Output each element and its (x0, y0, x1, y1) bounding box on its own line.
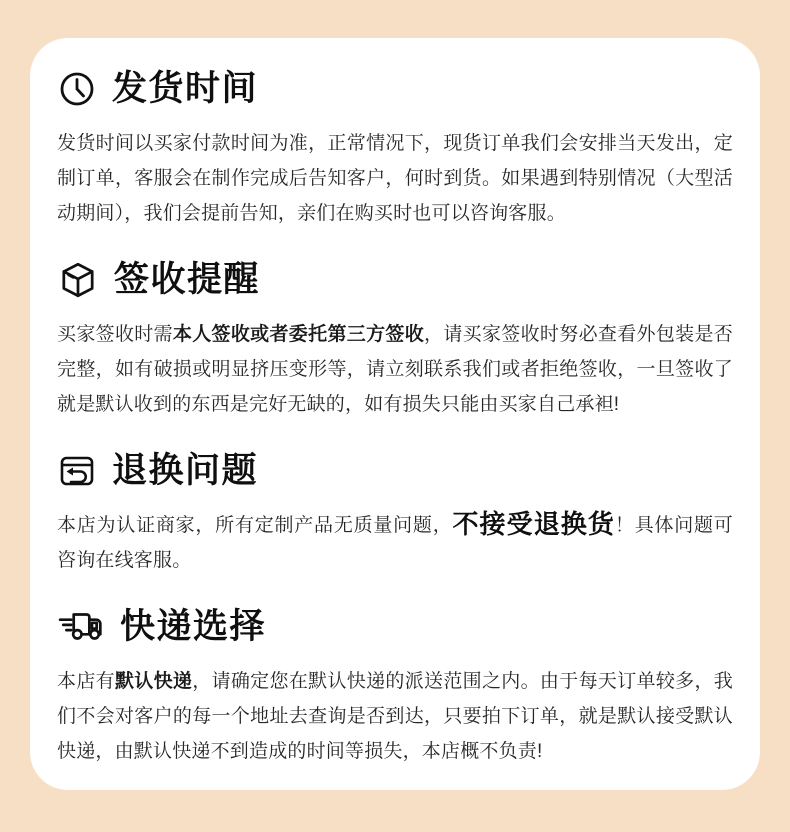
info-card (30, 38, 760, 790)
section-sign-reminder (57, 257, 733, 422)
section-title: 快递选择 (120, 607, 267, 646)
body-text: 本店为认证商家，所有定制产品无质量问题， (57, 515, 453, 536)
section-header (57, 604, 733, 650)
section-returns (57, 448, 733, 578)
return-icon (57, 451, 97, 491)
section-shipping-time (57, 66, 733, 231)
section-body (57, 508, 733, 578)
section-courier (57, 604, 733, 769)
section-title: 退换问题 (112, 451, 259, 490)
section-header (57, 66, 733, 112)
section-body (57, 664, 733, 769)
body-text: 发货时间以买家付款时间为准，正常情况下，现货订单我们会安排当天发出，定制订单，客服会在制作完成后告知客户，何时到货。如果遇到特别情况（大型活动期间），我们会提前告知，亲们在购买时也可以咨询客服。 (57, 133, 733, 224)
body-text-emphasis: 不接受退换货 (452, 509, 615, 539)
body-text-bold: 本人签收或者委托第三方签收 (172, 324, 425, 345)
body-text: ，请确定您在默认快递的派送范围之内。由于每天订单较多，我们不会对客户的每一个地址去查询是否到达，只要拍下订单，就是默认接受默认快递，由默认快递不到造成的时间等损失，本店概不负责! (57, 671, 733, 762)
truck-icon (57, 606, 105, 648)
body-text-bold: 默认快递 (114, 671, 193, 692)
section-header (57, 257, 733, 303)
section-title: 发货时间 (112, 69, 259, 108)
body-text: ，请买家签收时努必查看外包装是否 完整，如有破损或明显挤压变形等，请立刻联系我们或者拒绝签收，一旦签收了就是默认收到的东西是完好无缺的，如有损失只能由买家自己承袒! (57, 324, 733, 415)
body-text: 买家签收时需 (57, 324, 173, 345)
section-body (57, 126, 733, 231)
body-text: ！具体问题可咨询在线客服。 (57, 515, 733, 571)
body-text: 本店有 (57, 671, 115, 692)
section-header (57, 448, 733, 494)
section-title: 签收提醒 (114, 260, 261, 299)
clock-icon (57, 69, 97, 109)
section-body (57, 317, 733, 422)
package-icon (57, 259, 99, 301)
